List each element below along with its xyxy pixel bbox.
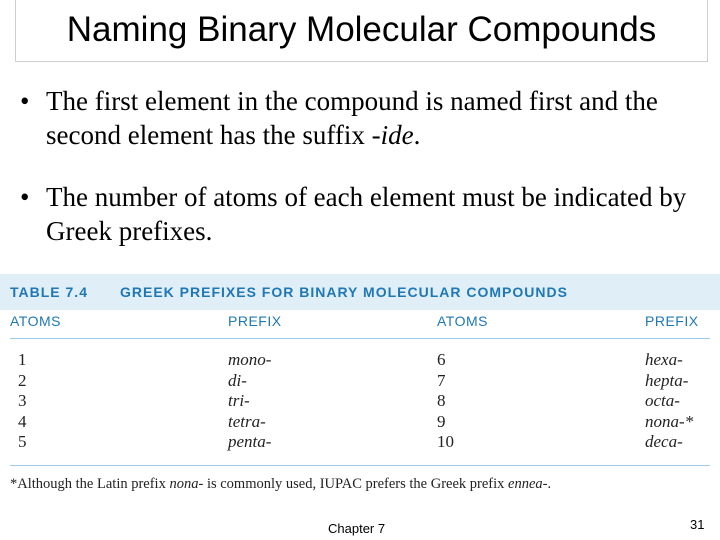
right-atoms-column	[437, 350, 454, 453]
table-cell: 7	[437, 370, 446, 390]
left-atoms-column	[18, 350, 27, 453]
table-cell: 10	[437, 432, 454, 451]
footer-chapter: Chapter 7	[328, 521, 386, 536]
page-number: 31	[690, 517, 705, 532]
left-prefix-column	[228, 350, 271, 453]
column-header-atoms-left: ATOMS	[10, 313, 61, 329]
footnote-italic-1: nona-	[169, 476, 204, 492]
bullet-1-text-a: The first element in the compound is named first and the second element has the suffix -	[46, 86, 658, 150]
bullet-dot-icon: •	[20, 182, 30, 212]
title-bar	[15, 0, 708, 62]
table-cell: hexa-	[645, 350, 683, 369]
column-header-atoms-right: ATOMS	[437, 313, 488, 329]
table-cell: 6	[437, 350, 446, 369]
column-header-prefix-left: PREFIX	[228, 313, 282, 329]
table-footnote	[10, 476, 551, 493]
table-cell: tri-	[228, 391, 250, 410]
table-cell: 4	[18, 411, 27, 431]
table-cell: 8	[437, 391, 446, 410]
table-cell: 3	[18, 391, 27, 410]
footnote-text-b: is commonly used, IUPAC prefers the Greek prefix	[203, 476, 509, 492]
table-cell: 9	[437, 411, 446, 431]
table-cell: 1	[18, 350, 27, 369]
bullet-dot-icon: •	[20, 86, 30, 116]
table-cell: tetra-	[228, 411, 266, 431]
table-cell: penta-	[228, 432, 272, 451]
table-number: TABLE 7.4	[10, 284, 88, 300]
bullet-2	[20, 180, 700, 248]
table-header-divider	[10, 338, 710, 339]
table-cell: nona-*	[645, 411, 694, 431]
table-cell: mono-	[228, 350, 272, 369]
right-prefix-column	[645, 350, 693, 453]
slide-title: Naming Binary Molecular Compounds	[66, 10, 657, 49]
table-cell: octa-	[645, 391, 680, 410]
table-bottom-divider	[10, 465, 710, 466]
bullet-1-text	[46, 84, 700, 152]
table-caption-bar	[0, 274, 720, 310]
table-cell: hepta-	[645, 370, 689, 390]
table-cell: di-	[228, 370, 247, 390]
column-header-prefix-right: PREFIX	[645, 313, 699, 329]
bullet-1	[20, 84, 700, 152]
table-cell: deca-	[645, 432, 683, 451]
bullet-2-text: The number of atoms of each element must be indicated by Greek prefixes.	[46, 182, 687, 246]
footnote-text-a: *Although the Latin prefix	[10, 476, 170, 492]
table-cell: 5	[18, 432, 27, 451]
bullet-1-suffix: ide	[380, 120, 414, 150]
footnote-text-c: .	[547, 476, 552, 492]
table-cell: 2	[18, 370, 27, 390]
bullet-1-text-b: .	[413, 120, 421, 150]
table-caption: GREEK PREFIXES FOR BINARY MOLECULAR COMPOUNDS	[120, 284, 568, 300]
footnote-italic-2: ennea-	[508, 476, 548, 492]
